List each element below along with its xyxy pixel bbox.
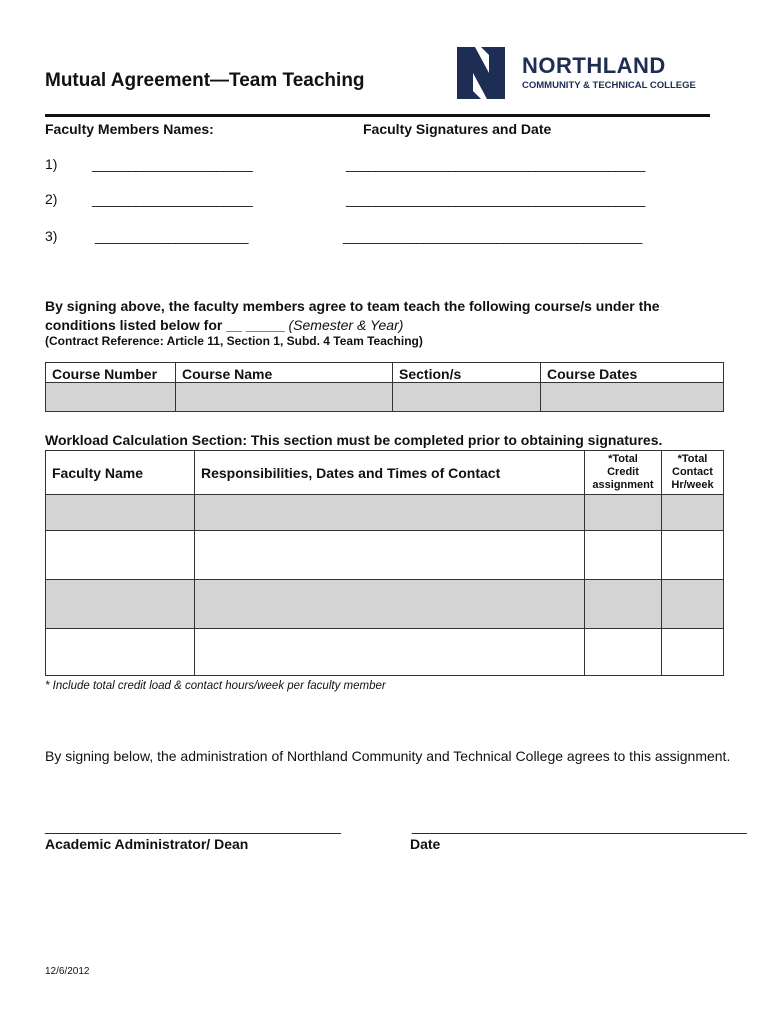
credit-header-line: Credit [607,466,639,478]
workload-row [46,629,724,676]
workload-row [46,531,724,580]
course-number-header: Course Number [46,363,176,383]
course-number-input[interactable] [46,383,176,412]
header-divider [45,114,710,117]
faculty-name-input[interactable] [46,629,195,676]
faculty-signatures-label: Faculty Signatures and Date [363,121,552,137]
faculty-name-input[interactable] [46,580,195,629]
contact-hours-input[interactable] [662,495,724,531]
workload-note: * Include total credit load & contact hours/week per faculty member [45,680,386,692]
faculty-name-input[interactable] [46,495,195,531]
contact-header-line: Contact [672,466,713,478]
admin-signature-label: Academic Administrator/ Dean [45,836,249,852]
faculty-row-number: 2) [45,191,58,207]
faculty-row-number: 1) [45,156,58,172]
contact-header-line: *Total [677,453,708,465]
workload-table [45,450,724,676]
responsibilities-input[interactable] [195,580,585,629]
footer-date: 12/6/2012 [45,966,90,977]
section-input[interactable] [393,383,541,412]
agreement-conditions-text: conditions listed below for __ _____ [45,317,289,333]
credit-input[interactable] [585,629,662,676]
contract-reference: (Contract Reference: Article 11, Section 1, Subd. 4 Team Teaching) [45,334,423,348]
semester-year-hint: (Semester & Year) [288,317,404,333]
admin-statement: By signing below, the administration of Northland Community and Technical College agrees to this assignment. [45,748,731,764]
credit-input[interactable] [585,495,662,531]
date-field[interactable]: ___________________________________________ [412,818,747,834]
faculty-name-header: Faculty Name [46,451,195,495]
faculty-signature-field[interactable]: _________________________________________ [343,228,642,244]
faculty-names-label: Faculty Members Names: [45,121,214,137]
workload-row [46,580,724,629]
credit-header-line: assignment [592,479,654,491]
responsibilities-input[interactable] [195,495,585,531]
northland-n-logo [455,45,507,101]
contact-hours-input[interactable] [662,629,724,676]
responsibilities-header: Responsibilities, Dates and Times of Contact [195,451,585,495]
faculty-row-number: 3) [45,228,58,244]
contact-hours-input[interactable] [662,531,724,580]
faculty-name-field[interactable]: ______________________ [92,156,253,172]
course-dates-input[interactable] [541,383,724,412]
total-credit-header [585,451,662,495]
faculty-name-field[interactable]: _____________________ [95,228,249,244]
contact-hours-input[interactable] [662,580,724,629]
course-table [45,362,724,412]
course-table-row [46,383,724,412]
course-name-header: Course Name [176,363,393,383]
faculty-signature-field[interactable]: _________________________________________ [346,156,645,172]
logo-name: NORTHLAND [522,53,666,78]
page-title: Mutual Agreement—Team Teaching [45,70,365,91]
admin-signature-field[interactable]: ______________________________________ [45,818,341,834]
faculty-signature-field[interactable]: _________________________________________ [346,191,645,207]
credit-header-line: *Total [608,453,638,465]
workload-table-header [46,451,724,495]
credit-input[interactable] [585,580,662,629]
logo-subtitle: COMMUNITY & TECHNICAL COLLEGE [522,80,696,91]
workload-row [46,495,724,531]
total-contact-header [662,451,724,495]
course-dates-header: Course Dates [541,363,724,383]
faculty-name-input[interactable] [46,531,195,580]
course-name-input[interactable] [176,383,393,412]
course-table-header [46,363,724,383]
agreement-text-line1: By signing above, the faculty members agree to team teach the following course/s under the [45,298,660,314]
faculty-name-field[interactable]: ______________________ [92,191,253,207]
section-header: Section/s [393,363,541,383]
credit-input[interactable] [585,531,662,580]
agreement-text-line2 [45,316,403,335]
date-label: Date [410,836,441,852]
contact-header-line: Hr/week [671,479,714,491]
workload-heading: Workload Calculation Section: This section must be completed prior to obtaining signatures. [45,432,663,448]
responsibilities-input[interactable] [195,531,585,580]
responsibilities-input[interactable] [195,629,585,676]
